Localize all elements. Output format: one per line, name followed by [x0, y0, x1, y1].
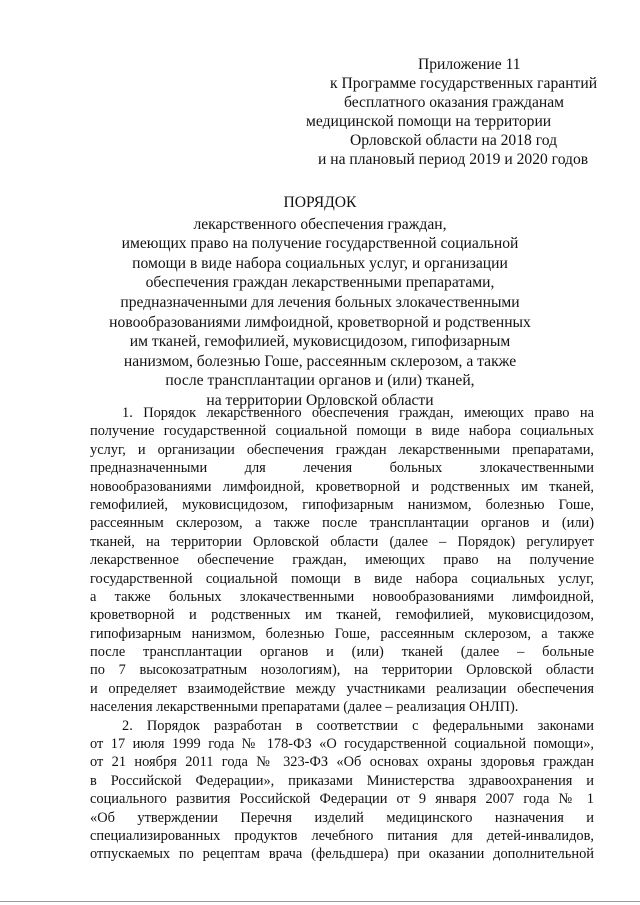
- body-line: социального развития Российской Федерации от 9 января 2007 года № 1: [90, 791, 594, 808]
- body-line: отпускаемых по рецептам врача (фельдшера) при оказании дополнительной: [90, 846, 594, 863]
- annex-line: Приложение 11: [418, 56, 521, 73]
- body-line: гипофизарным нанизмом, болезнью Гоше, рассеянным склерозом, а также: [90, 625, 594, 642]
- title-heading: ПОРЯДОК: [283, 194, 357, 211]
- body-line: в Российской Федерации», приказами Министерства здравоохранения и: [90, 772, 594, 789]
- title-line: им тканей, гемофилией, муковисцидозом, гипофизарным: [129, 333, 511, 351]
- document-title: [90, 193, 550, 411]
- body-line: новообразованиями лимфоидной, кроветворной и родственных им тканей,: [90, 478, 594, 495]
- body-line: 1. Порядок лекарственного обеспечения граждан, имеющих право на: [122, 405, 594, 421]
- body-line: и определяет взаимодействие между участниками реализации обеспечения: [90, 680, 594, 697]
- body-line: тканей, на территории Орловской области (далее – Порядок) регулирует: [90, 533, 594, 550]
- body-line: по 7 высокозатратным нозологиям), на территории Орловской области: [90, 662, 594, 679]
- body-line: после трансплантации органов и (или) тканей (далее – больные: [90, 644, 594, 661]
- annex-line: и на плановый период 2019 и 2020 годов: [318, 151, 589, 168]
- body-line: от 21 ноября 2011 года № 323-ФЗ «Об основах охраны здоровья граждан: [90, 754, 594, 771]
- title-line: новообразованиями лимфоидной, кроветворной и родственных: [109, 313, 531, 331]
- body-line: лекарственное обеспечение граждан, имеющих право на получение: [90, 552, 594, 569]
- body-line: предназначенными для лечения больных злокачественными: [90, 460, 594, 477]
- title-line: помощи в виде набора социальных услуг, и организации: [132, 254, 508, 272]
- body-line: гемофилией, муковисцидозом, гипофизарным нанизмом, болезнью Гоше,: [90, 496, 594, 513]
- annex-line: к Программе государственных гарантий: [330, 75, 598, 92]
- annex-line: Орловской области на 2018 год: [350, 132, 558, 149]
- title-line: на территории Орловской области: [206, 391, 434, 409]
- body-line: 2. Порядок разработан в соответствии с федеральными законами: [122, 717, 594, 734]
- title-line: лекарственного обеспечения граждан,: [193, 215, 447, 233]
- body-line: а также больных злокачественными новообразованиями лимфоидной,: [90, 588, 594, 605]
- title-line: обеспечения граждан лекарственными препаратами,: [145, 274, 495, 292]
- annex-line: бесплатного оказания гражданам: [344, 94, 565, 111]
- body-line: населения лекарственными препаратами (далее – реализация ОНЛП).: [90, 699, 519, 716]
- body-line: рассеянным склерозом, а также после трансплантации органов и (или): [90, 515, 594, 532]
- title-line: имеющих право на получение государственной социальной: [121, 235, 519, 253]
- body-line: от 17 июля 1999 года № 178-ФЗ «О государственной социальной помощи»,: [90, 736, 594, 753]
- body-line: «Об утверждении Перечня изделий медицинского назначения и: [90, 809, 594, 826]
- title-line: предназначенными для лечения больных злокачественными: [120, 293, 520, 311]
- body-line: кроветворной и родственных им тканей, гемофилией, муковисцидозом,: [90, 607, 594, 624]
- annex-reference: [300, 55, 600, 169]
- body-line: получение государственной социальной помощи в виде набора социальных: [90, 423, 594, 440]
- title-line: нанизмом, болезнью Гоше, рассеянным склерозом, а также: [123, 352, 517, 370]
- title-line: после трансплантации органов и (или) тканей,: [165, 372, 475, 390]
- body-line: государственной социальной помощи в виде набора социальных услуг,: [90, 570, 594, 587]
- document-body: [90, 404, 594, 864]
- body-line: услуг, и организации обеспечения граждан лекарственными препаратами,: [90, 441, 594, 458]
- annex-line: медицинской помощи на территории: [306, 113, 552, 130]
- page-bottom-edge: [0, 901, 640, 902]
- body-line: специализированных продуктов лечебного питания для детей-инвалидов,: [90, 827, 594, 844]
